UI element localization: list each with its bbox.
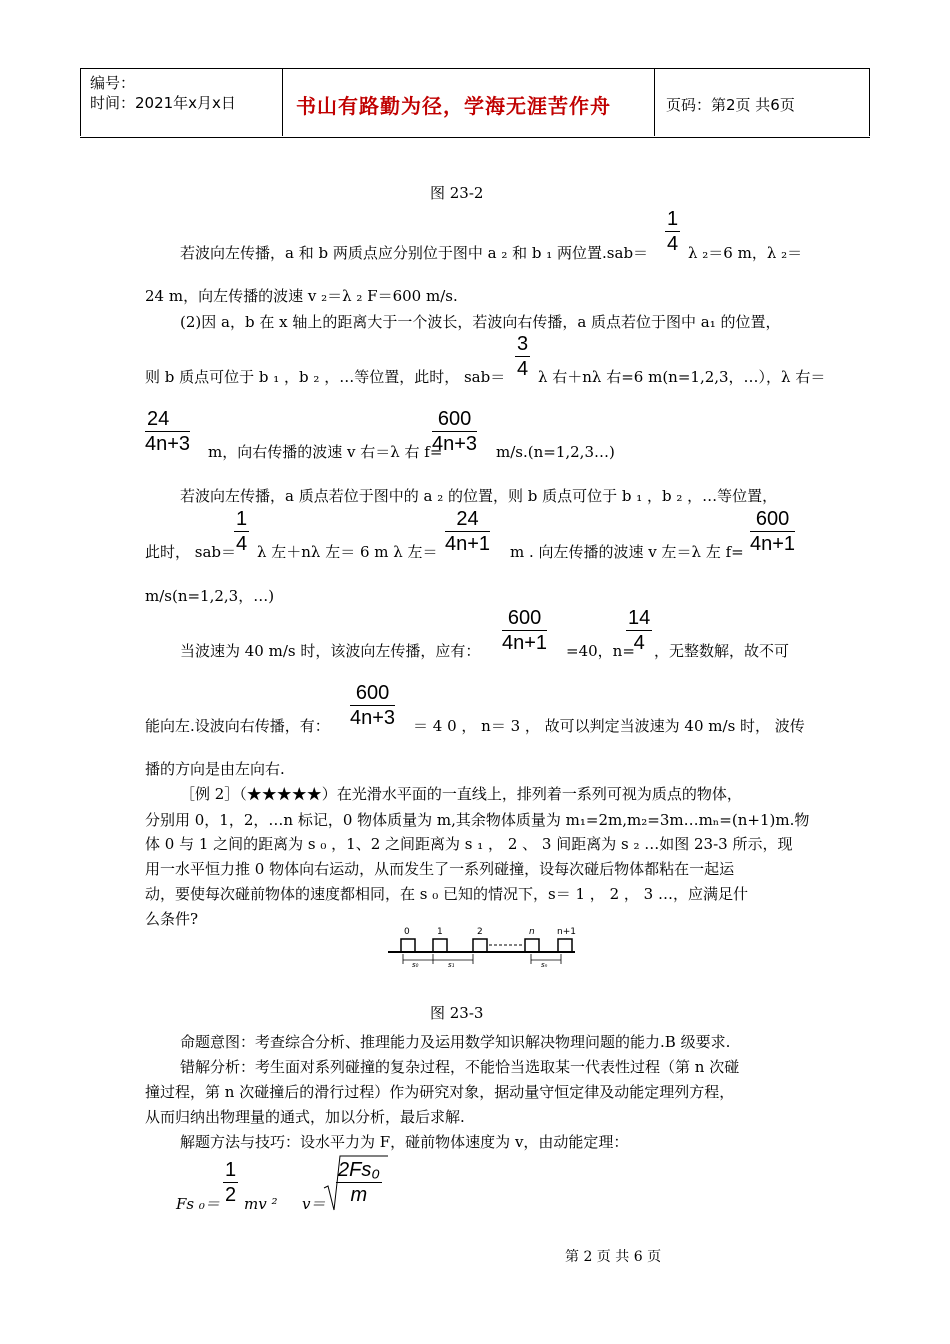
block-n1 — [558, 939, 572, 952]
fraction: $\frac{\text{2Fs₀}}{m}$ — [338, 1159, 380, 1206]
text-line: 解题方法与技巧：设水平力为 F，碰前物体速度为 v，由动能定理： — [180, 1133, 629, 1151]
label-2: 2 — [477, 927, 483, 937]
text-line: m . 向左传播的波速 v 左＝λ 左 f= — [510, 543, 744, 561]
header-divider — [654, 68, 655, 136]
text-line: m/s.(n=1,2,3…) — [496, 443, 615, 461]
text-line: 分别用 0，1，2，…n 标记，0 物体质量为 m,其余物体质量为 m₁=2m,m₂=3m…mₙ=(n+1)m.物 — [145, 811, 810, 829]
fraction: $\frac{600}{4n+3}$ — [350, 682, 396, 729]
text-line: ［例 2］（★★★★★）在光滑水平面的一直线上，排列着一系列可视为质点的物体， — [180, 785, 742, 803]
time-label: 时间：2021年x月x日 — [90, 94, 236, 112]
text-line: λ 右＋nλ 右=6 m(n=1,2,3，…），λ 右＝ — [538, 368, 826, 386]
fraction: $\frac{600}{4n+3}$ — [432, 408, 478, 455]
serial-label: 编号： — [90, 74, 136, 92]
text-line: 24 m，向左传播的波速 v ₂＝λ ₂ F＝600 m/s. — [145, 287, 458, 305]
figure-caption: 图 23-3 — [430, 1004, 484, 1022]
text-line: m/s(n=1,2,3，…) — [145, 587, 275, 605]
fraction: $\frac{1}{2}$ — [225, 1159, 237, 1206]
label-n: n — [529, 927, 535, 937]
label-sn: sₙ — [541, 961, 548, 969]
text-line: 体 0 与 1 之间的距离为 s ₀ ，1、2 之间距离为 s ₁ ， 2 、 3 间距离为 s ₂ …如图 23-3 所示，现 — [145, 835, 793, 853]
text-line: ＝ 4 0 ， n＝ 3 ， 故可以判定当波速为 40 m/s 时， 波传 — [413, 717, 805, 735]
text-line: λ 左＋nλ 左＝ 6 m λ 左＝ — [257, 543, 438, 561]
label-n1: n+1 — [557, 927, 576, 937]
page-info: 页码：第2页 共6页 — [666, 96, 795, 114]
text-line: 从而归纳出物理量的通式，加以分析，最后求解. — [145, 1108, 465, 1126]
fraction: $\frac{24}{4n+3}$ — [145, 408, 191, 455]
fraction: $\frac{600}{4n+1}$ — [750, 508, 796, 555]
text-line: v＝ — [302, 1195, 326, 1213]
label-1: 1 — [437, 927, 443, 937]
fraction: $\frac{1}{4}$ — [667, 208, 679, 255]
text-line: 播的方向是由左向右. — [145, 760, 285, 778]
fraction: $\frac{600}{4n+1}$ — [502, 607, 548, 654]
text-line: 撞过程，第 n 次碰撞后的滑行过程）作为研究对象，据动量守恒定律及动能定理列方程， — [145, 1083, 735, 1101]
text-line: 错解分析：考生面对系列碰撞的复杂过程，不能恰当选取某一代表性过程（第 n 次碰 — [180, 1058, 740, 1076]
figure-23-3 — [383, 922, 583, 972]
text-line: 用一水平恒力推 0 物体向右运动，从而发生了一系列碰撞，设每次碰后物体都粘在一起运 — [145, 860, 735, 878]
text-line: 若波向左传播，a 和 b 两质点应分别位于图中 a ₂ 和 b ₁ 两位置.sab＝ — [180, 244, 649, 262]
text-line: 若波向左传播，a 质点若位于图中的 a ₂ 的位置，则 b 质点可位于 b ₁ ，b ₂ ，…等位置， — [180, 487, 778, 505]
text-line: mv ² — [244, 1195, 278, 1213]
text-line: 当波速为 40 m/s 时，该波向左传播，应有： — [180, 642, 481, 660]
text-line: λ ₂＝6 m，λ ₂＝ — [688, 244, 803, 262]
text-line: =40，n= — [566, 642, 635, 660]
fraction: $\frac{24}{4n+1}$ — [445, 508, 491, 555]
text-line: ，无整数解，故不可 — [654, 642, 790, 660]
block-0 — [401, 939, 415, 952]
text-line: (2)因 a，b 在 x 轴上的距离大于一个波长，若波向右传播，a 质点若位于图中 a₁ 的位置， — [180, 313, 781, 331]
text-line: Fs ₀＝ — [176, 1195, 220, 1213]
text-line: 能向左.设波向右传播，有： — [145, 717, 330, 735]
text-line: m，向右传播的波速 v 右＝λ 右 f= — [208, 443, 443, 461]
text-line: 命题意图：考查综合分析、推理能力及运用数学知识解决物理问题的能力.B 级要求. — [180, 1033, 731, 1051]
label-s1: s₁ — [448, 961, 455, 969]
text-line: 则 b 质点可位于 b ₁ ，b ₂ ，…等位置，此时， sab＝ — [145, 368, 506, 386]
fraction: $\frac{3}{4}$ — [517, 333, 529, 380]
label-0: 0 — [404, 927, 410, 937]
footer-page-number: 第 2 页 共 6 页 — [565, 1249, 662, 1265]
label-s0: s₀ — [412, 961, 419, 969]
text-line: 此时， sab＝ — [145, 543, 237, 561]
header-divider — [869, 68, 870, 136]
figure-caption: 图 23-2 — [430, 184, 484, 202]
fraction: $\frac{14}{4}$ — [628, 607, 651, 654]
text-line: 么条件? — [145, 910, 199, 928]
block-1 — [433, 939, 447, 952]
motto: 书山有路勤为径，学海无涯苦作舟 — [296, 94, 611, 118]
header-divider — [80, 68, 81, 136]
text-line: 动，要使每次碰前物体的速度都相同，在 s ₀ 已知的情况下，s＝ 1 ， 2 ， 3 …，应满足什 — [145, 885, 748, 903]
fraction: $\frac{1}{4}$ — [236, 508, 248, 555]
block-2 — [473, 939, 487, 952]
header-divider — [282, 68, 283, 136]
block-n — [525, 939, 539, 952]
